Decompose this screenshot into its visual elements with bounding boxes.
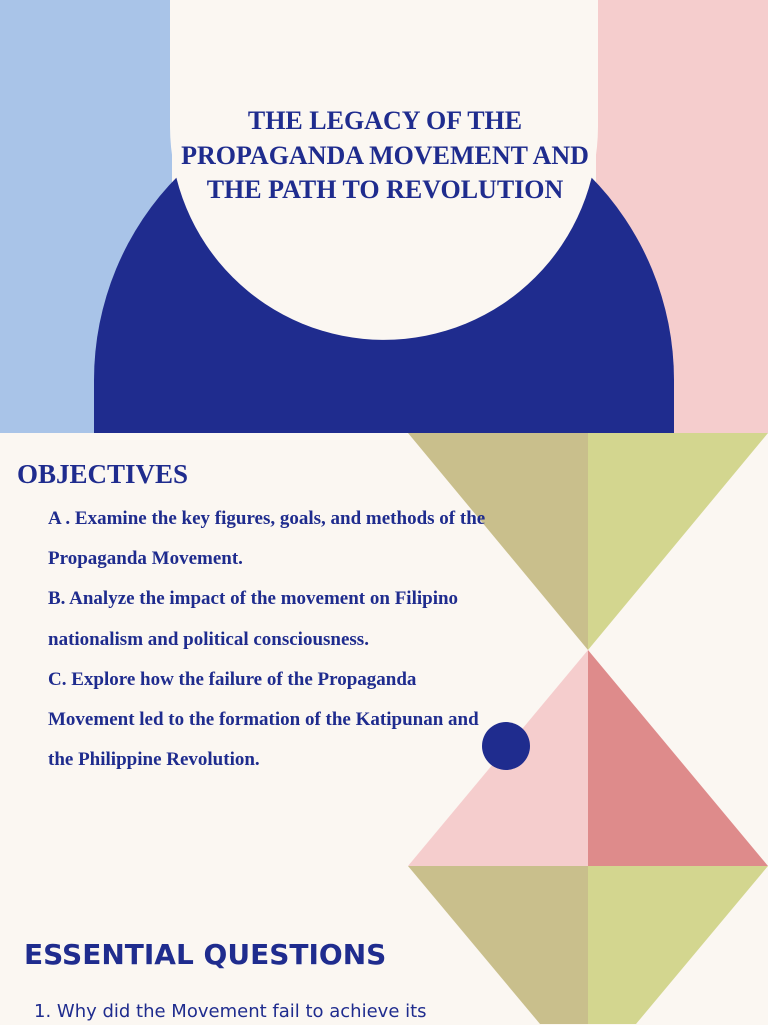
- objectives-list: [48, 499, 498, 780]
- essential-question-item-1: 1. Why did the Movement fail to achieve its: [34, 1001, 427, 1022]
- lime-triangle-top: [588, 433, 768, 650]
- objectives-heading: OBJECTIVES: [17, 459, 189, 489]
- objective-item-c: C. Explore how the failure of the Propaganda Movement led to the formation of the Katipunan and the Philippine Revolution.: [48, 668, 479, 771]
- lime-triangle-bottom: [588, 866, 768, 1024]
- rose-triangle-mid: [588, 650, 768, 866]
- essential-questions-heading: ESSENTIAL QUESTIONS: [24, 938, 387, 971]
- objective-item-a: A . Examine the key figures, goals, and methods of the Propaganda Movement.: [48, 508, 486, 570]
- objective-item-b: B. Analyze the impact of the movement on Filipino nationalism and political consciousness.: [48, 588, 459, 650]
- page-title: THE LEGACY OF THE PROPAGANDA MOVEMENT AND THE PATH TO REVOLUTION: [181, 106, 589, 204]
